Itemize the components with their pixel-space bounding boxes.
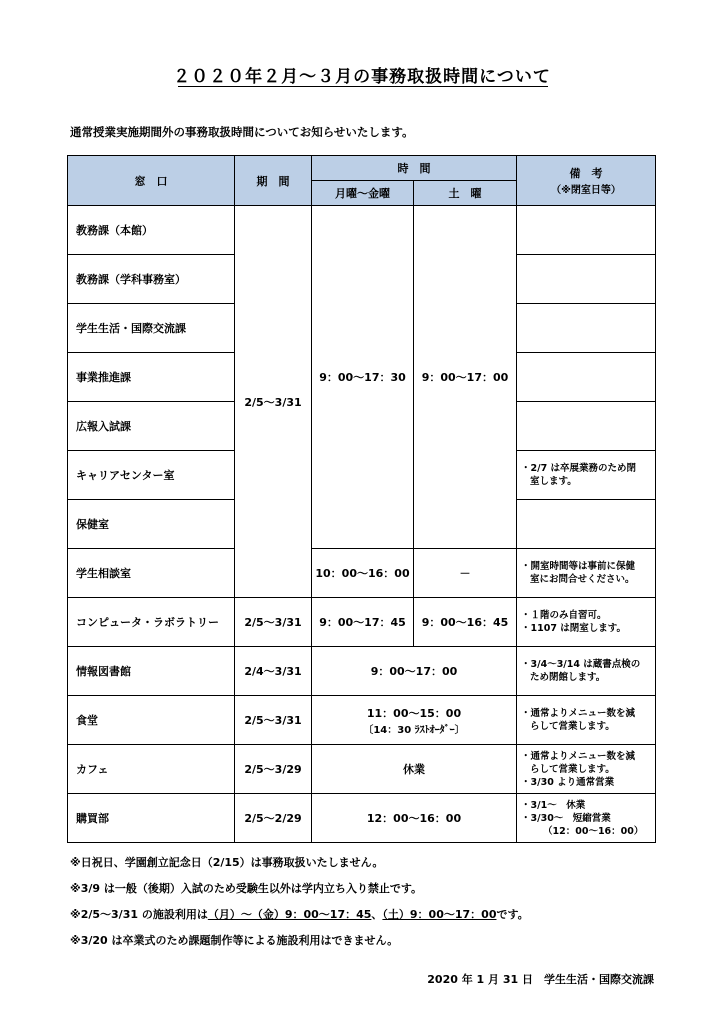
header-weekday: 月曜～金曜: [312, 181, 414, 206]
footnote-holidays: ※日祝日、学園創立記念日（2/15）は事務取扱いたしません。: [70, 856, 384, 869]
row-name: 食堂: [68, 696, 235, 745]
row-name: コンピュータ・ラボラトリー: [68, 598, 235, 647]
note-line: ・通常よりメニュー数を減: [521, 708, 636, 719]
row-name: 保健室: [68, 500, 235, 549]
row-name: 事業推進課: [68, 353, 235, 402]
table-row: [68, 549, 656, 598]
row-name: 学生生活・国際交流課: [68, 304, 235, 353]
note-line: ・3/30 より通常営業: [521, 776, 615, 788]
header-notes-sub: （※閉室日等）: [551, 185, 621, 196]
title-underline: [178, 86, 548, 87]
row-time: 12：00～16：00: [312, 794, 517, 843]
header-saturday: 土 曜: [414, 181, 517, 206]
table-row: [68, 598, 656, 647]
row-time: 9：00～17：00: [312, 647, 517, 696]
note-line: らして営業します。: [530, 721, 615, 732]
row-time: 休業: [312, 745, 517, 794]
row-saturday-time: －: [414, 549, 517, 598]
header-time: 時 間: [312, 156, 517, 181]
note-line: 室します。: [530, 476, 577, 487]
header-window: 窓 口: [68, 156, 235, 206]
row-name: 情報図書館: [68, 647, 235, 696]
table-row: [68, 794, 656, 843]
note-line: 室にお問合せください。: [530, 574, 635, 585]
note-line: らして営業します。: [530, 763, 615, 775]
note-line: ・2/7 は卒展業務のため閉: [521, 463, 636, 474]
header-notes-label: 備 考: [569, 167, 603, 180]
footnote-text: です。: [496, 908, 529, 921]
footnote-graduation: ※3/20 は卒業式のため課題制作等による施設利用はできません。: [70, 934, 399, 947]
group-period: 2/5～3/31: [235, 206, 312, 598]
row-weekday-time: 9：00～17：45: [312, 598, 414, 647]
footnote-weekday-hours: （月）～（金）9：00～17：45: [207, 908, 372, 921]
table-row: [68, 696, 656, 745]
row-note: [517, 794, 656, 843]
footnote-entrance-exam: ※3/9 は一般（後期）入試のため受験生以外は学内立ち入り禁止です。: [70, 882, 422, 895]
intro-text: 通常授業実施期間外の事務取扱時間についてお知らせいたします。: [70, 125, 414, 139]
note-line: （12：00～16：00）: [543, 825, 644, 837]
note-line: ・3/30～ 短縮営業: [521, 812, 611, 824]
row-note: [517, 647, 656, 696]
page-title: ２０２０年２月～３月の事務取扱時間について: [173, 67, 551, 87]
header-notes: [517, 156, 656, 206]
row-name: 教務課（学科事務室）: [68, 255, 235, 304]
row-note: [517, 206, 656, 255]
row-period: 2/4～3/31: [235, 647, 312, 696]
note-line: ・3/4～3/14 は蔵書点検の: [521, 659, 641, 670]
row-name: 学生相談室: [68, 549, 235, 598]
row-period: 2/5～3/31: [235, 696, 312, 745]
schedule-table: [67, 155, 656, 843]
row-note: [517, 598, 656, 647]
row-name: カフェ: [68, 745, 235, 794]
group-weekday-time: 9：00～17：30: [312, 206, 414, 549]
row-note: [517, 745, 656, 794]
footnote-text: ※2/5～3/31 の施設利用は: [70, 908, 208, 921]
footnotes: [70, 850, 529, 954]
footnote-facility-hours: [70, 902, 529, 928]
row-period: 2/5～3/29: [235, 745, 312, 794]
header-period: 期 間: [235, 156, 312, 206]
row-name: キャリアセンター室: [68, 451, 235, 500]
row-weekday-time: 10：00～16：00: [312, 549, 414, 598]
row-note: [517, 500, 656, 549]
row-note: [517, 451, 656, 500]
row-time: [312, 696, 517, 745]
table-row: [68, 647, 656, 696]
row-note: [517, 696, 656, 745]
group-saturday-time: 9：00～17：00: [414, 206, 517, 549]
row-period: 2/5～3/31: [235, 598, 312, 647]
note-line: ・1107 は閉室します。: [521, 623, 626, 634]
table-row: [68, 745, 656, 794]
row-note: [517, 304, 656, 353]
note-line: ・開室時間等は事前に保健: [521, 561, 636, 572]
row-note: [517, 353, 656, 402]
row-saturday-time: 9：00～16：45: [414, 598, 517, 647]
row-note: [517, 255, 656, 304]
time-line: 11：00～15：00: [366, 706, 462, 720]
row-note: [517, 402, 656, 451]
table-row: [68, 206, 656, 255]
row-period: 2/5～2/29: [235, 794, 312, 843]
footnote-saturday-hours: （土）9：00～17：00: [382, 908, 497, 921]
row-note: [517, 549, 656, 598]
row-name: 教務課（本館）: [68, 206, 235, 255]
footnote-text: 、: [371, 908, 383, 921]
note-line: ・通常よりメニュー数を減: [521, 750, 636, 762]
date-and-issuer: 2020 年 1 月 31 日 学生生活・国際交流課: [427, 973, 654, 986]
time-subline: 〔14：30 ﾗｽﾄｵｰﾀﾞｰ〕: [363, 724, 465, 736]
note-line: ため閉館します。: [530, 672, 606, 683]
row-name: 広報入試課: [68, 402, 235, 451]
note-line: ・１階のみ自習可。: [521, 610, 607, 621]
row-name: 購買部: [68, 794, 235, 843]
note-line: ・3/1～ 休業: [521, 799, 586, 811]
